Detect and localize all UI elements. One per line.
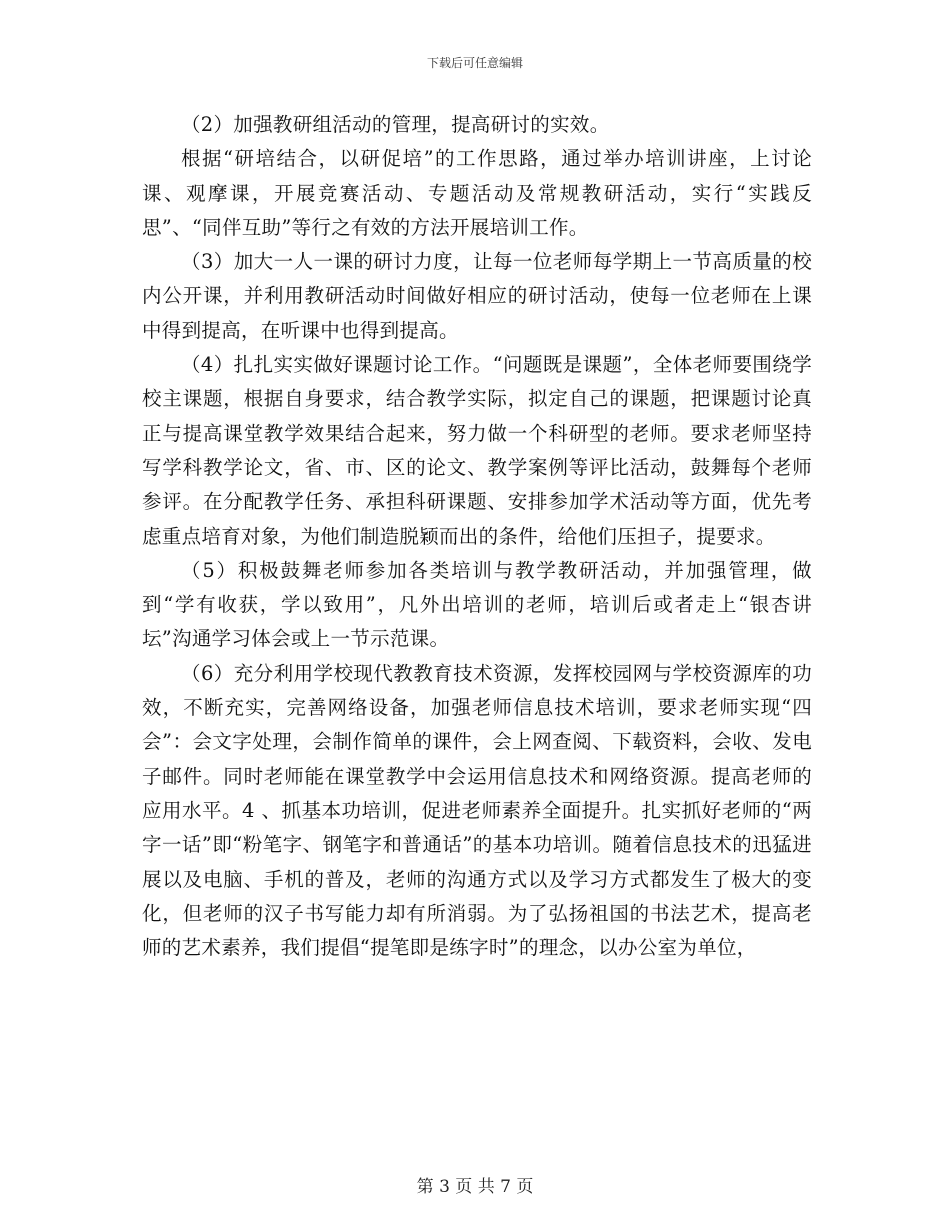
paragraph-5: （5）积极鼓舞老师参加各类培训与教学教研活动，并加强管理，做到“学有收获，学以致用”，凡外出培训的老师，培训后或者走上“银杏讲坛”沟通学习体会或上一节示范课。 [142,558,812,651]
paragraph-3: （3）加大一人一课的研讨力度，让每一位老师每学期上一节高质量的校内公开课，并利用教研活动时间做好相应的研讨活动，使每一位老师在上课中得到提高，在听课中也得到提高。 [142,250,812,342]
document-body [142,108,812,965]
paragraph-4: （4）扎扎实实做好课题讨论工作。“问题既是课题”，全体老师要围绕学校主课题，根据自身要求，结合教学实际，拟定自己的课题，把课题讨论真正与提高课堂教学效果结合起来，努力做一个科研型的老师。要求老师坚持写学科教学论文，省、市、区的论文、教学案例等评比活动，鼓舞每个老师参评。在分配教学任务、承担科研课题、安排参加学术活动等方面，优先考虑重点培育对象，为他们制造脱颖而出的条件，给他们压担子，提要求。 [142,353,812,548]
page-header: 下载后可任意编辑 [426,56,523,70]
paragraph-6: （6）充分利用学校现代教教育技术资源，发挥校园网与学校资源库的功效，不断充实，完善网络设备，加强老师信息技术培训，要求老师实现“四会”：会文字处理，会制作简单的课件，会上网查阅、下载资料，会收、发电子邮件。同时老师能在课堂教学中会运用信息技术和网络资源。提高老师的应用水平。4 、抓基本功培训，促进老师素养全面提升。扎实抓好老师的“两字一话”即“粉笔字、钢笔字和普通话”的基本功培训。随着信息技术的迅猛进展以及电脑、手机的普及，老师的沟通方式以及学习方式都发生了极大的变化，但老师的汉子书写能力却有所消弱。为了弘扬祖国的书法艺术，提高老师的艺术素养，我们提倡“提笔即是练字时”的理念，以办公室为单位， [142,661,812,960]
paragraph-training-approach: 根据“研培结合，以研促培”的工作思路，通过举办培训讲座，上讨论课、观摩课，开展竞赛活动、专题活动及常规教研活动，实行“实践反思”、“同伴互助”等行之有效的方法开展培训工作。 [142,147,812,239]
paragraph-2-heading: （2）加强教研组活动的管理，提高研讨的实效。 [181,113,610,136]
page-number-footer: 第 3 页 共 7 页 [416,1177,534,1197]
